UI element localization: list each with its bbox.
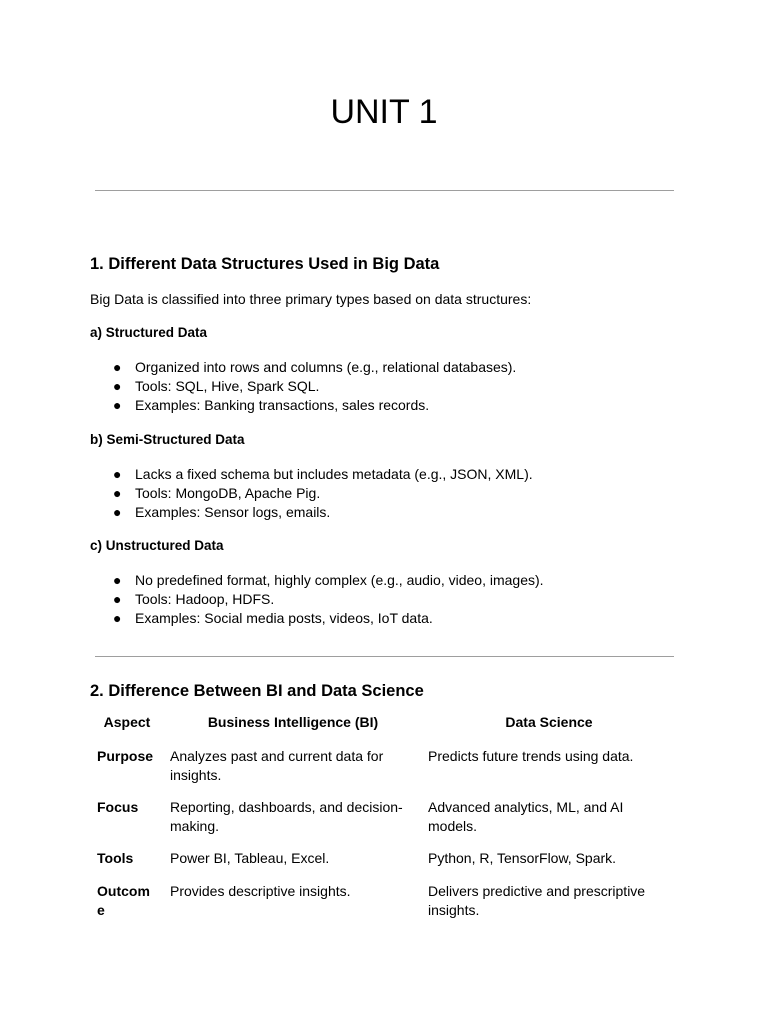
row-label: Purpose [97, 748, 154, 764]
bi-cell: Provides descriptive insights. [170, 883, 351, 899]
unstructured-data-list [113, 571, 544, 628]
section-1-heading: 1. Different Data Structures Used in Big Data [90, 255, 440, 273]
bi-cell: Power BI, Tableau, Excel. [170, 850, 330, 866]
comparison-table [90, 712, 670, 918]
structured-data-heading: a) Structured Data [90, 325, 208, 340]
list-item [113, 590, 544, 609]
column-header-aspect: Aspect [103, 714, 151, 730]
bi-cell: Analyzes past and current data for insights. [170, 748, 384, 783]
list-item [113, 484, 533, 503]
semi-structured-data-heading: b) Semi-Structured Data [90, 432, 245, 447]
list-item-text: Lacks a fixed schema but includes metadata (e.g., JSON, XML). [135, 466, 533, 482]
section-2-heading: 2. Difference Between BI and Data Science [90, 682, 424, 700]
list-item-text: Tools: SQL, Hive, Spark SQL. [135, 378, 320, 394]
row-label: Tools [97, 850, 134, 866]
bullet-icon: ● [113, 485, 122, 501]
list-item-text: Examples: Social media posts, videos, IoT data. [135, 610, 433, 626]
list-item [113, 609, 544, 628]
list-item [113, 377, 516, 396]
bullet-icon: ● [113, 591, 122, 607]
unstructured-data-heading: c) Unstructured Data [90, 538, 224, 553]
list-item [113, 396, 516, 415]
list-item-text: Examples: Sensor logs, emails. [135, 504, 331, 520]
data-science-cell: Advanced analytics, ML, and AI models. [428, 799, 624, 834]
bullet-icon: ● [113, 378, 122, 394]
divider-top [95, 190, 674, 191]
semi-structured-data-list [113, 465, 533, 522]
list-item [113, 571, 544, 590]
data-science-cell: Predicts future trends using data. [428, 748, 634, 764]
list-item [113, 503, 533, 522]
bullet-icon: ● [113, 466, 122, 482]
bullet-icon: ● [113, 359, 122, 375]
page-title: UNIT 1 [330, 93, 438, 131]
list-item [113, 358, 516, 377]
structured-data-list [113, 358, 516, 415]
data-science-cell: Delivers predictive and prescriptive insights. [428, 883, 646, 918]
list-item-text: No predefined format, highly complex (e.g., audio, video, images). [135, 572, 544, 588]
bi-cell: Reporting, dashboards, and decision-making. [170, 799, 403, 834]
bullet-icon: ● [113, 504, 122, 520]
list-item [113, 465, 533, 484]
section-1-intro: Big Data is classified into three primary types based on data structures: [90, 291, 532, 307]
bullet-icon: ● [113, 572, 122, 588]
list-item-text: Tools: MongoDB, Apache Pig. [135, 485, 321, 501]
bullet-icon: ● [113, 610, 122, 626]
divider-middle [95, 656, 674, 657]
row-label: Focus [97, 799, 139, 815]
list-item-text: Examples: Banking transactions, sales records. [135, 397, 430, 413]
list-item-text: Organized into rows and columns (e.g., relational databases). [135, 359, 517, 375]
bullet-icon: ● [113, 397, 122, 413]
column-header-bi: Business Intelligence (BI) [207, 714, 379, 730]
data-science-cell: Python, R, TensorFlow, Spark. [428, 850, 617, 866]
column-header-data-science: Data Science [505, 714, 593, 730]
table-header-row [90, 712, 670, 734]
list-item-text: Tools: Hadoop, HDFS. [135, 591, 275, 607]
row-label: Outcome [97, 883, 150, 918]
